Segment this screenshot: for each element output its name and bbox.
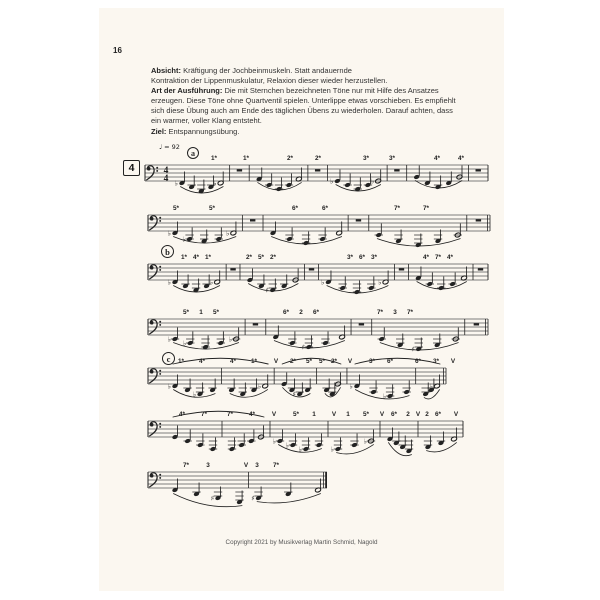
svg-text:7*: 7* [226, 411, 234, 418]
svg-text:♭: ♭ [228, 335, 233, 344]
svg-text:♭: ♭ [363, 437, 368, 446]
svg-text:7*: 7* [393, 205, 401, 212]
svg-text:V: V [450, 358, 456, 365]
svg-text:V: V [415, 411, 421, 418]
svg-text:4*: 4* [229, 358, 237, 365]
svg-text:1*: 1* [210, 155, 218, 162]
svg-text:7*: 7* [182, 462, 190, 469]
svg-text:5*: 5* [318, 358, 326, 365]
svg-text:♭: ♭ [167, 335, 172, 344]
svg-text:♭: ♭ [330, 177, 334, 186]
svg-text:♭: ♭ [192, 390, 197, 399]
svg-text:♭: ♭ [182, 235, 186, 244]
svg-text:4*: 4* [457, 155, 465, 162]
svg-text:1: 1 [346, 411, 350, 418]
exercise-number: 4 [123, 160, 140, 176]
svg-text:2*: 2* [289, 358, 297, 365]
instruction-lead: Art der Ausführung: [151, 86, 223, 96]
svg-text:V: V [243, 462, 249, 469]
svg-text:5*: 5* [208, 205, 216, 212]
book-page [99, 8, 504, 591]
svg-text:6*: 6* [291, 205, 299, 212]
svg-text:3: 3 [255, 462, 259, 469]
svg-text:2*: 2* [314, 155, 322, 162]
svg-text:2*: 2* [286, 155, 294, 162]
svg-text:2*: 2* [330, 358, 338, 365]
svg-text:♯: ♯ [210, 494, 215, 503]
svg-text:3*: 3* [432, 358, 440, 365]
svg-text:♭: ♭ [285, 441, 290, 450]
instruction-text: Kräftigung der Jochbeinmuskeln. Statt andauernde [181, 66, 352, 75]
section-label-b: b [161, 245, 174, 258]
svg-text:6*: 6* [390, 411, 398, 418]
svg-text:4*: 4* [248, 411, 256, 418]
svg-text:♭: ♭ [349, 382, 353, 391]
svg-text:5*: 5* [257, 254, 265, 261]
svg-text:♭: ♭ [321, 278, 325, 287]
svg-text:♭: ♭ [183, 339, 187, 348]
svg-text:4: 4 [163, 173, 169, 184]
svg-text:3: 3 [393, 309, 397, 316]
svg-text:4*: 4* [198, 358, 206, 365]
svg-text:6*: 6* [358, 254, 366, 261]
svg-text:♭: ♭ [167, 382, 172, 391]
svg-text:1: 1 [312, 411, 316, 418]
svg-text:V: V [379, 411, 385, 418]
svg-text:3*: 3* [368, 358, 376, 365]
svg-text:5*: 5* [172, 205, 180, 212]
svg-text:V: V [273, 358, 279, 365]
tempo-marking: ♩ = 92 [159, 143, 180, 151]
svg-text:7*: 7* [272, 462, 280, 469]
instruction-text: erzeugen. Diese Töne ohne Quartventil spielen. Unterlippe etwas vorschieben. Es empfiehlt [151, 96, 456, 106]
svg-text:1*: 1* [250, 358, 258, 365]
svg-text:V: V [271, 411, 277, 418]
svg-text:5*: 5* [182, 309, 190, 316]
svg-text:4*: 4* [178, 411, 186, 418]
svg-text:6*: 6* [321, 205, 329, 212]
instruction-lead: Ziel: [151, 126, 167, 136]
svg-text:1: 1 [199, 309, 203, 316]
svg-text:V: V [331, 411, 337, 418]
svg-text:4*: 4* [422, 254, 430, 261]
svg-text:4: 4 [163, 165, 169, 176]
svg-text:4*: 4* [446, 254, 454, 261]
svg-text:3*: 3* [346, 254, 354, 261]
svg-text:6*: 6* [312, 309, 320, 316]
svg-text:♭: ♭ [213, 179, 217, 188]
svg-text:6*: 6* [434, 411, 442, 418]
svg-text:♭: ♭ [167, 278, 172, 287]
svg-text:♯: ♯ [265, 286, 269, 295]
svg-text:♭: ♭ [174, 179, 179, 188]
svg-text:3*: 3* [370, 254, 378, 261]
svg-text:1*: 1* [177, 358, 185, 365]
page-number: 16 [113, 46, 122, 55]
svg-text:3*: 3* [388, 155, 396, 162]
svg-text:♭: ♭ [382, 392, 387, 401]
svg-text:2*: 2* [245, 254, 253, 261]
svg-text:5*: 5* [292, 411, 300, 418]
svg-text:5*: 5* [305, 358, 313, 365]
svg-text:3: 3 [206, 462, 210, 469]
svg-text:2: 2 [425, 411, 429, 418]
svg-text:4*: 4* [192, 254, 200, 261]
svg-text:♭: ♭ [209, 278, 214, 287]
svg-text:5*: 5* [212, 309, 220, 316]
svg-text:4*: 4* [433, 155, 441, 162]
svg-text:1*: 1* [180, 254, 188, 261]
svg-text:3*: 3* [362, 155, 370, 162]
svg-text:♭: ♭ [378, 278, 382, 287]
copyright-line: Copyright 2021 by Musikverlag Martin Schmid, Nagold [225, 539, 378, 546]
svg-text:7*: 7* [422, 205, 430, 212]
svg-text:2: 2 [299, 309, 303, 316]
svg-text:1*: 1* [204, 254, 212, 261]
instruction-lead: Absicht: [151, 66, 181, 75]
svg-text:2*: 2* [269, 254, 277, 261]
svg-text:6*: 6* [282, 309, 290, 316]
section-label-c: c [162, 352, 175, 365]
svg-text:♭: ♭ [429, 382, 434, 391]
instruction-text: ein warmer, voller Klang entsteht. [151, 116, 262, 126]
svg-text:♯: ♯ [251, 494, 255, 503]
svg-text:7*: 7* [200, 411, 208, 418]
svg-text:♭: ♭ [370, 177, 375, 186]
instruction-text: Kontraktion der Lippenmuskulatur, Relaxion dieser wieder herzustellen. [151, 76, 388, 86]
section-label-a: a [187, 147, 199, 159]
svg-text:♭: ♭ [272, 437, 277, 446]
svg-text:V: V [347, 358, 353, 365]
svg-text:♭: ♭ [257, 382, 262, 391]
music-notation [99, 8, 504, 591]
svg-text:V: V [453, 411, 459, 418]
svg-text:1*: 1* [242, 155, 250, 162]
instruction-text: sich diese Übung auch am Ende des täglichen Übens zu wiederholen. Darauf achten, dass [151, 106, 453, 116]
svg-text:7*: 7* [406, 309, 414, 316]
svg-text:♯: ♯ [292, 390, 296, 399]
svg-text:♯: ♯ [411, 345, 415, 354]
svg-text:♭: ♭ [167, 229, 172, 238]
svg-text:2: 2 [406, 411, 410, 418]
svg-text:♯: ♯ [301, 343, 306, 352]
svg-text:♭: ♭ [298, 445, 303, 454]
instruction-text: Die mit Sternchen bezeichneten Töne nur mit Hilfe des Ansatzes [222, 86, 439, 96]
svg-text:7*: 7* [434, 254, 442, 261]
svg-text:6*: 6* [414, 358, 422, 365]
svg-text:5*: 5* [362, 411, 370, 418]
svg-text:6*: 6* [386, 358, 394, 365]
svg-text:7*: 7* [376, 309, 384, 316]
instruction-text: Entspannungsübung. [166, 126, 240, 136]
svg-text:♭: ♭ [226, 229, 230, 238]
svg-text:♭: ♭ [330, 445, 335, 454]
